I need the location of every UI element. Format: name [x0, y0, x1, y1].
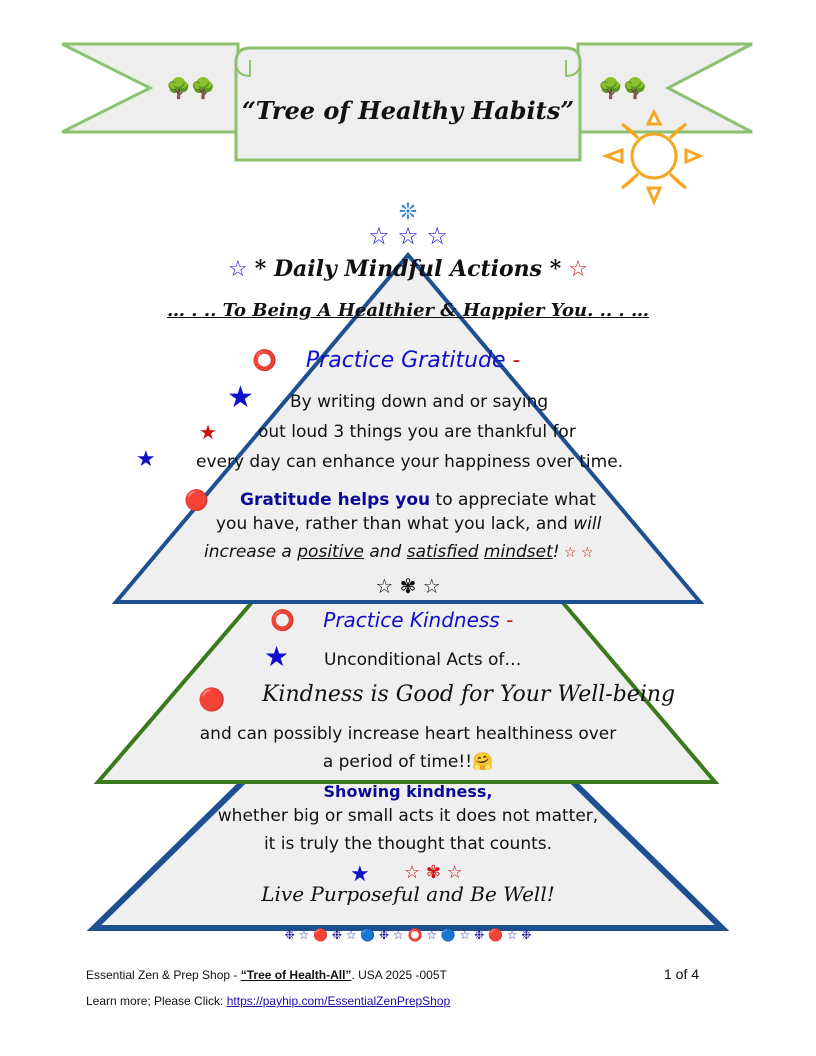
- text-span: and: [363, 542, 407, 562]
- dash: -: [505, 348, 521, 373]
- kindness-heading: Practice Kindness: [323, 608, 500, 632]
- gratitude-title: [252, 348, 520, 373]
- gratitude-line-2: out loud 3 things you are thankful for: [258, 422, 576, 442]
- kindness-line-6: whether big or small acts it does not matter,: [217, 806, 599, 826]
- heading-title: [140, 256, 676, 282]
- gratitude-helps-rest: to appreciate what: [430, 490, 596, 510]
- star-icon: ★: [136, 447, 156, 472]
- closing-line: Live Purposeful and Be Well!: [261, 882, 555, 906]
- star-icon: ☆: [228, 257, 248, 282]
- text-span: increase a: [204, 542, 298, 562]
- circle-icon: ⭕: [270, 608, 295, 632]
- mindset-text: mindset: [483, 542, 553, 562]
- snowflake-icon: ❊: [398, 200, 418, 225]
- heading-subtitle: … . .. To Being A Healthier & Happier You. .. . …: [167, 300, 649, 321]
- kindness-line-3: and can possibly increase heart healthiness over: [199, 724, 617, 744]
- kindness-script-line: Kindness is Good for Your Well-being: [262, 682, 676, 707]
- footer-title: “Tree of Health-All”: [240, 968, 352, 982]
- gratitude-line-6: [204, 542, 594, 562]
- gratitude-helps: Gratitude helps you: [240, 490, 431, 510]
- tree-icon-right: 🌳🌳: [598, 76, 648, 100]
- positive-text: positive: [297, 542, 364, 562]
- text-span: you have, rather than what you lack, and: [216, 514, 574, 534]
- circle-icon: ⭕: [252, 348, 277, 372]
- star-icon: ★: [227, 380, 254, 415]
- footer-suffix: . USA 2025 -005T: [351, 968, 447, 982]
- footer-learn-text: Learn more; Please Click:: [86, 994, 227, 1008]
- gratitude-heading: Practice Gratitude: [305, 348, 506, 373]
- gratitude-line-5: [216, 514, 601, 534]
- star-icon: ☆: [568, 257, 588, 282]
- gratitude-line-1: By writing down and or saying: [290, 392, 549, 412]
- banner-title: “Tree of Healthy Habits”: [241, 96, 575, 125]
- heading-text: * Daily Mindful Actions *: [254, 256, 562, 282]
- kindness-line-4: a period of time!!🤗: [322, 752, 494, 772]
- star-row-icon: ☆ ☆ ☆: [368, 222, 448, 250]
- tree-icon-left: 🌳🌳: [166, 76, 216, 100]
- satisfied-text: satisfied: [406, 542, 479, 562]
- red-dot-icon: 🔴: [184, 488, 209, 512]
- shop-link[interactable]: https://payhip.com/EssentialZenPrepShop: [226, 994, 451, 1008]
- page-number: 1 of 4: [664, 966, 700, 982]
- kindness-line-7: it is truly the thought that counts.: [263, 834, 553, 854]
- footer-learn: [86, 994, 450, 1008]
- kindness-line-1: Unconditional Acts of…: [324, 650, 522, 670]
- gratitude-line-4: [240, 490, 596, 510]
- gratitude-separator: ☆ ✾ ☆: [375, 574, 441, 598]
- will-text: will: [573, 514, 602, 534]
- star-icon: ★: [264, 640, 290, 673]
- gratitude-line-3: every day can enhance your happiness over time.: [196, 452, 624, 472]
- decorative-border-row: ❉ ☆ 🔴 ❉ ☆ 🔵 ❉ ☆ ⭕ ☆ 🔵 ☆ ❉ 🔴 ☆ ❉: [284, 928, 532, 942]
- showing-kindness: Showing kindness,: [323, 782, 493, 801]
- kindness-title: [270, 608, 513, 632]
- star-icon: ☆ ☆: [559, 545, 594, 561]
- red-dot-icon: 🔴: [198, 688, 226, 713]
- dash: -: [499, 608, 514, 632]
- footer-shop-text: Essential Zen & Prep Shop -: [86, 968, 241, 982]
- text-span: !: [552, 542, 560, 562]
- star-icon: ★: [350, 862, 370, 887]
- star-icon: ★: [199, 420, 217, 444]
- star-row-icon: ☆ ✾ ☆: [404, 862, 463, 883]
- footer-shop: [86, 968, 447, 982]
